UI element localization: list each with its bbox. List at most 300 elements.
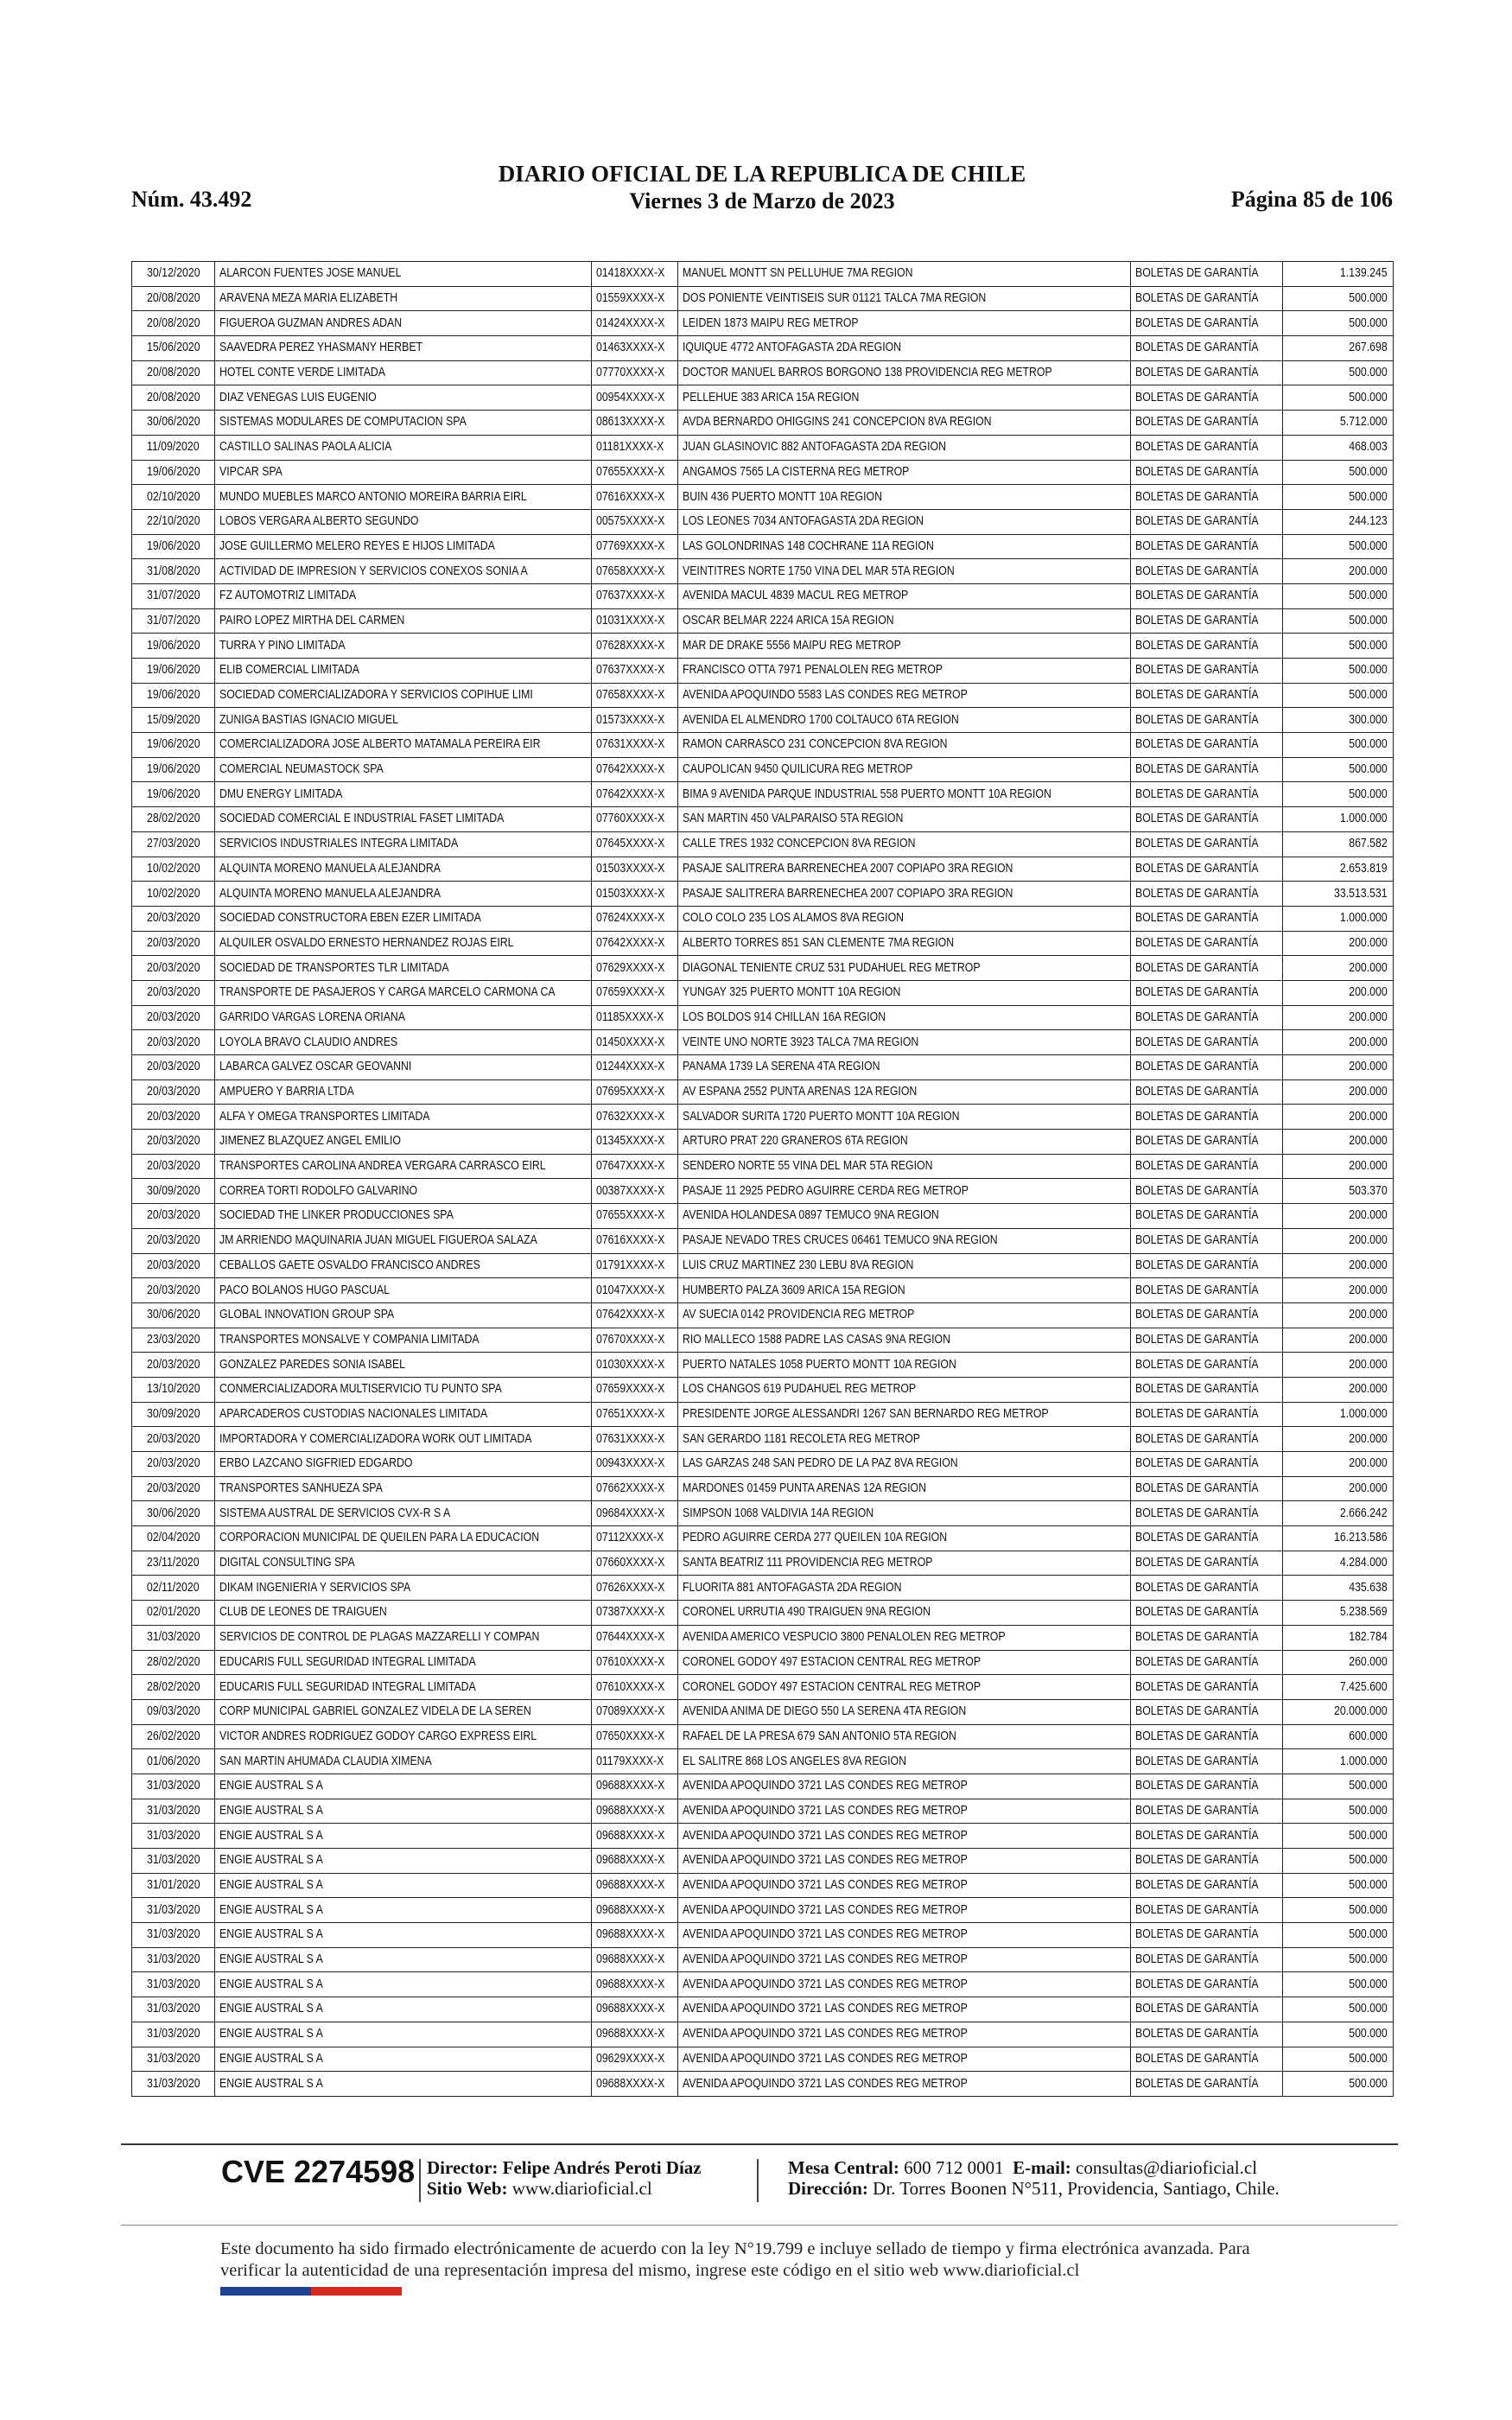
record-type: BOLETAS DE GARANTÍA (1135, 663, 1259, 678)
record-name: SOCIEDAD DE TRANSPORTES TLR LIMITADA (219, 960, 449, 975)
record-rut: 07387XXXX-X (596, 1605, 665, 1620)
record-name-cell (215, 2022, 592, 2047)
record-address: AVENIDA APOQUINDO 3721 LAS CONDES REG METROP (683, 2027, 968, 2041)
record-address-cell (678, 435, 1131, 460)
table-row (132, 2022, 1394, 2047)
record-date-cell (132, 807, 215, 832)
record-amount: 500.000 (1349, 1927, 1388, 1942)
table-row (132, 1130, 1394, 1155)
record-date-cell (132, 906, 215, 931)
record-name-cell (215, 857, 592, 882)
record-name-cell (215, 1105, 592, 1130)
record-address: AV ESPANA 2552 PUNTA ARENAS 12A REGION (683, 1085, 918, 1099)
record-date-cell (132, 931, 215, 956)
record-date: 19/06/2020 (146, 538, 200, 553)
record-address: DIAGONAL TENIENTE CRUZ 531 PUDAHUEL REG METROP (683, 960, 981, 975)
record-rut-cell (592, 1774, 678, 1799)
record-date-cell (132, 608, 215, 634)
record-address: CAUPOLICAN 9450 QUILICURA REG METROP (683, 762, 913, 777)
record-rut-cell (592, 1030, 678, 1055)
record-rut-cell (592, 583, 678, 608)
record-date: 20/03/2020 (146, 1357, 200, 1372)
record-rut: 07770XXXX-X (596, 366, 665, 380)
record-rut-cell (592, 1055, 678, 1080)
record-rut-cell (592, 1873, 678, 1898)
record-name-cell (215, 831, 592, 857)
record-amount: 200.000 (1349, 1382, 1388, 1397)
record-date-cell (132, 1353, 215, 1378)
record-date: 30/12/2020 (146, 266, 200, 281)
record-date-cell (132, 1576, 215, 1601)
record-type: BOLETAS DE GARANTÍA (1135, 1654, 1259, 1669)
record-date-cell (132, 634, 215, 659)
record-amount: 200.000 (1349, 1085, 1388, 1099)
email-link[interactable]: consultas@diarioficial.cl (1076, 2157, 1258, 2178)
record-amount: 500.000 (1349, 613, 1388, 627)
record-date: 20/03/2020 (146, 1258, 200, 1272)
record-rut: 07637XXXX-X (596, 663, 665, 678)
record-type: BOLETAS DE GARANTÍA (1135, 960, 1259, 975)
record-amount-cell (1283, 634, 1394, 659)
record-date-cell (132, 708, 215, 733)
record-address-cell (678, 1154, 1131, 1179)
record-name: CORREA TORTI RODOLFO GALVARINO (219, 1183, 418, 1198)
table-row (132, 2047, 1394, 2072)
record-name-cell (215, 1353, 592, 1378)
record-amount-cell (1283, 1824, 1394, 1849)
record-rut: 07695XXXX-X (596, 1085, 665, 1099)
table-row (132, 1824, 1394, 1849)
record-address: LOS LEONES 7034 ANTOFAGASTA 2DA REGION (683, 514, 924, 529)
record-name: CLUB DE LEONES DE TRAIGUEN (219, 1605, 387, 1620)
table-row (132, 1005, 1394, 1030)
table-row (132, 782, 1394, 807)
footer-contact-block (788, 2157, 1280, 2199)
record-date: 19/06/2020 (146, 638, 200, 653)
record-amount: 200.000 (1349, 1208, 1388, 1223)
record-type: BOLETAS DE GARANTÍA (1135, 911, 1259, 926)
record-type: BOLETAS DE GARANTÍA (1135, 1902, 1259, 1917)
record-date: 02/10/2020 (146, 489, 200, 504)
table-row (132, 336, 1394, 361)
record-amount: 200.000 (1349, 1431, 1388, 1446)
record-rut-cell (592, 1923, 678, 1948)
record-type: BOLETAS DE GARANTÍA (1135, 1431, 1259, 1446)
record-amount: 5.238.569 (1340, 1605, 1388, 1620)
record-address-cell (678, 485, 1131, 510)
record-date-cell (132, 262, 215, 287)
issue-number: Núm. 43.492 (131, 187, 252, 212)
record-rut: 09688XXXX-X (596, 1853, 665, 1868)
record-rut-cell (592, 807, 678, 832)
director-name: Felipe Andrés Peroti Díaz (502, 2157, 702, 2178)
record-name: ALQUINTA MORENO MANUELA ALEJANDRA (219, 861, 441, 876)
record-date-cell (132, 1079, 215, 1105)
record-name: TRANSPORTES MONSALVE Y COMPANIA LIMITADA (219, 1332, 480, 1347)
record-rut: 01424XXXX-X (596, 315, 665, 330)
record-type: BOLETAS DE GARANTÍA (1135, 1159, 1259, 1174)
record-type-cell (1131, 1228, 1283, 1253)
record-address: LOS BOLDOS 914 CHILLAN 16A REGION (683, 1009, 886, 1024)
record-type-cell (1131, 1154, 1283, 1179)
record-amount: 200.000 (1349, 1456, 1388, 1471)
record-date-cell (132, 1452, 215, 1477)
record-rut-cell (592, 1228, 678, 1253)
record-amount-cell (1283, 1130, 1394, 1155)
record-amount: 500.000 (1349, 2002, 1388, 2016)
record-amount-cell (1283, 2022, 1394, 2047)
record-rut-cell (592, 1353, 678, 1378)
record-date: 31/01/2020 (146, 1878, 200, 1893)
record-name: ELIB COMERCIAL LIMITADA (219, 663, 359, 678)
record-address: AVDA BERNARDO OHIGGINS 241 CONCEPCION 8VA REGION (683, 415, 992, 430)
record-name-cell (215, 1947, 592, 1972)
record-address-cell (678, 857, 1131, 882)
record-type: BOLETAS DE GARANTÍA (1135, 786, 1259, 801)
record-address: AVENIDA APOQUINDO 3721 LAS CONDES REG METROP (683, 1853, 968, 1868)
record-name-cell (215, 807, 592, 832)
record-address-cell (678, 1849, 1131, 1874)
record-type: BOLETAS DE GARANTÍA (1135, 315, 1259, 330)
record-amount: 200.000 (1349, 960, 1388, 975)
record-amount-cell (1283, 1476, 1394, 1501)
record-address: CORONEL GODOY 497 ESTACION CENTRAL REG METROP (683, 1679, 982, 1694)
record-rut: 07659XXXX-X (596, 985, 665, 1000)
record-address-cell (678, 411, 1131, 436)
record-name: GLOBAL INNOVATION GROUP SPA (219, 1308, 395, 1322)
record-amount: 435.638 (1349, 1580, 1388, 1595)
record-address-cell (678, 1079, 1131, 1105)
record-address-cell (678, 931, 1131, 956)
record-name: ENGIE AUSTRAL S A (219, 2076, 323, 2091)
record-amount: 500.000 (1349, 688, 1388, 703)
record-date: 31/03/2020 (146, 2002, 200, 2016)
record-address: MANUEL MONTT SN PELLUHUE 7MA REGION (683, 266, 913, 281)
record-name: ACTIVIDAD DE IMPRESION Y SERVICIOS CONEXOS SONIA A (219, 564, 528, 578)
table-row (132, 1675, 1394, 1700)
record-name: PAIRO LOPEZ MIRTHA DEL CARMEN (219, 613, 405, 627)
address-label: Dirección: (788, 2178, 868, 2199)
record-rut-cell (592, 1105, 678, 1130)
record-name: SOCIEDAD COMERCIAL E INDUSTRIAL FASET LIMITADA (219, 812, 505, 826)
record-date: 19/06/2020 (146, 786, 200, 801)
record-address-cell (678, 1749, 1131, 1774)
record-type: BOLETAS DE GARANTÍA (1135, 1308, 1259, 1322)
record-rut: 01185XXXX-X (596, 1009, 664, 1024)
record-type-cell (1131, 1576, 1283, 1601)
record-rut: 07760XXXX-X (596, 812, 665, 826)
record-name: ENGIE AUSTRAL S A (219, 1779, 323, 1793)
record-type-cell (1131, 1353, 1283, 1378)
record-name: APARCADEROS CUSTODIAS NACIONALES LIMITADA (219, 1406, 488, 1421)
record-amount-cell (1283, 1650, 1394, 1675)
record-date: 20/03/2020 (146, 960, 200, 975)
record-rut: 07660XXXX-X (596, 1556, 665, 1570)
record-name-cell (215, 1526, 592, 1551)
record-rut-cell (592, 559, 678, 584)
record-amount-cell (1283, 782, 1394, 807)
record-date: 20/03/2020 (146, 1134, 200, 1149)
record-type-cell (1131, 583, 1283, 608)
record-date-cell (132, 1328, 215, 1353)
record-date: 20/03/2020 (146, 1109, 200, 1124)
record-rut: 09688XXXX-X (596, 1779, 665, 1793)
record-rut: 07650XXXX-X (596, 1729, 665, 1743)
website-link[interactable]: www.diarioficial.cl (511, 2178, 652, 2199)
record-amount-cell (1283, 956, 1394, 981)
record-address: BUIN 436 PUERTO MONTT 10A REGION (683, 489, 882, 504)
record-type-cell (1131, 831, 1283, 857)
record-name: SISTEMAS MODULARES DE COMPUTACION SPA (219, 415, 467, 430)
record-rut-cell (592, 485, 678, 510)
record-name-cell (215, 559, 592, 584)
record-date-cell (132, 1377, 215, 1402)
record-address: AVENIDA AMERICO VESPUCIO 3800 PENALOLEN REG METROP (683, 1630, 1006, 1645)
record-type-cell (1131, 882, 1283, 907)
record-amount-cell (1283, 1699, 1394, 1724)
record-address: PANAMA 1739 LA SERENA 4TA REGION (683, 1060, 880, 1074)
record-rut: 07642XXXX-X (596, 762, 665, 777)
record-date: 22/10/2020 (146, 514, 200, 529)
record-type-cell (1131, 1675, 1283, 1700)
record-date: 30/06/2020 (146, 1506, 200, 1520)
record-rut-cell (592, 311, 678, 336)
record-amount: 2.653.819 (1340, 861, 1388, 876)
record-address: AVENIDA APOQUINDO 5583 LAS CONDES REG METROP (683, 688, 968, 703)
table-row (132, 1699, 1394, 1724)
record-amount-cell (1283, 435, 1394, 460)
record-address-cell (678, 634, 1131, 659)
record-name: ENGIE AUSTRAL S A (219, 1977, 323, 1991)
record-name: VIPCAR SPA (219, 464, 283, 479)
record-rut: 01179XXXX-X (596, 1754, 664, 1768)
record-amount: 500.000 (1349, 1803, 1388, 1818)
record-amount: 500.000 (1349, 1952, 1388, 1967)
record-name-cell (215, 659, 592, 684)
record-date: 10/02/2020 (146, 861, 200, 876)
record-type-cell (1131, 1055, 1283, 1080)
record-type: BOLETAS DE GARANTÍA (1135, 266, 1259, 281)
record-amount: 200.000 (1349, 1035, 1388, 1049)
record-rut: 01450XXXX-X (596, 1035, 665, 1049)
record-rut: 07089XXXX-X (596, 1704, 665, 1719)
record-date: 20/03/2020 (146, 1035, 200, 1049)
record-type: BOLETAS DE GARANTÍA (1135, 1927, 1259, 1942)
record-address: AVENIDA APOQUINDO 3721 LAS CONDES REG METROP (683, 1927, 968, 1942)
record-type-cell (1131, 1030, 1283, 1055)
record-address-cell (678, 1699, 1131, 1724)
record-type: BOLETAS DE GARANTÍA (1135, 489, 1259, 504)
record-type-cell (1131, 360, 1283, 385)
record-amount: 200.000 (1349, 935, 1388, 950)
record-amount-cell (1283, 1278, 1394, 1303)
record-address: CORONEL URRUTIA 490 TRAIGUEN 9NA REGION (683, 1605, 931, 1620)
record-address-cell (678, 659, 1131, 684)
record-rut-cell (592, 460, 678, 485)
record-rut-cell (592, 1130, 678, 1155)
record-type-cell (1131, 1476, 1283, 1501)
record-type-cell (1131, 1278, 1283, 1303)
record-date: 19/06/2020 (146, 688, 200, 703)
record-amount: 267.698 (1349, 341, 1388, 355)
table-row (132, 460, 1394, 485)
record-amount: 200.000 (1349, 1332, 1388, 1347)
record-name: FIGUEROA GUZMAN ANDRES ADAN (219, 315, 403, 330)
record-address: COLO COLO 235 LOS ALAMOS 8VA REGION (683, 911, 905, 926)
record-amount: 867.582 (1349, 837, 1388, 851)
record-address-cell (678, 1997, 1131, 2022)
record-date-cell (132, 831, 215, 857)
record-type-cell (1131, 1130, 1283, 1155)
record-date: 20/03/2020 (146, 985, 200, 1000)
record-name-cell (215, 1824, 592, 1849)
record-name: ENGIE AUSTRAL S A (219, 1952, 323, 1967)
record-name-cell (215, 1749, 592, 1774)
record-name: JM ARRIENDO MAQUINARIA JUAN MIGUEL FIGUEROA SALAZA (219, 1233, 537, 1248)
record-address-cell (678, 1501, 1131, 1526)
record-rut: 07658XXXX-X (596, 564, 665, 578)
record-name: ALARCON FUENTES JOSE MANUEL (219, 266, 402, 281)
record-address: PASAJE NEVADO TRES CRUCES 06461 TEMUCO 9NA REGION (683, 1233, 998, 1248)
footer-divider (121, 2143, 1398, 2145)
table-row (132, 831, 1394, 857)
record-amount: 200.000 (1349, 1481, 1388, 1496)
record-address: FRANCISCO OTTA 7971 PENALOLEN REG METROP (683, 663, 943, 678)
record-amount: 20.000.000 (1334, 1704, 1388, 1719)
record-address-cell (678, 559, 1131, 584)
record-amount-cell (1283, 831, 1394, 857)
record-name: ARAVENA MEZA MARIA ELIZABETH (219, 291, 398, 306)
record-address-cell (678, 2047, 1131, 2072)
record-type: BOLETAS DE GARANTÍA (1135, 1060, 1259, 1074)
record-date-cell (132, 385, 215, 411)
record-amount-cell (1283, 360, 1394, 385)
record-rut-cell (592, 1650, 678, 1675)
record-address-cell (678, 1476, 1131, 1501)
record-type-cell (1131, 509, 1283, 534)
record-type: BOLETAS DE GARANTÍA (1135, 2027, 1259, 2041)
record-type-cell (1131, 733, 1283, 758)
record-amount-cell (1283, 1302, 1394, 1328)
record-rut: 07642XXXX-X (596, 1308, 665, 1322)
record-date: 02/11/2020 (147, 1580, 200, 1595)
table-row (132, 1997, 1394, 2022)
table-row (132, 1105, 1394, 1130)
record-name-cell (215, 980, 592, 1005)
record-address: LAS GOLONDRINAS 148 COCHRANE 11A REGION (683, 538, 934, 553)
table-row (132, 1526, 1394, 1551)
record-name: LOYOLA BRAVO CLAUDIO ANDRES (219, 1035, 398, 1049)
record-name: LABARCA GALVEZ OSCAR GEOVANNI (219, 1060, 412, 1074)
record-amount-cell (1283, 1898, 1394, 1923)
record-type: BOLETAS DE GARANTÍA (1135, 886, 1259, 901)
record-name: JIMENEZ BLAZQUEZ ANGEL EMILIO (219, 1134, 401, 1149)
record-name-cell (215, 411, 592, 436)
record-name-cell (215, 782, 592, 807)
record-type-cell (1131, 311, 1283, 336)
record-name-cell (215, 956, 592, 981)
record-rut: 07642XXXX-X (596, 935, 665, 950)
record-name-cell (215, 634, 592, 659)
record-name-cell (215, 1601, 592, 1626)
record-date: 31/08/2020 (146, 564, 200, 578)
record-name: DIKAM INGENIERIA Y SERVICIOS SPA (219, 1580, 411, 1595)
record-name: ALQUILER OSVALDO ERNESTO HERNANDEZ ROJAS EIRL (219, 935, 514, 950)
record-name: CORPORACION MUNICIPAL DE QUEILEN PARA LA EDUCACION (219, 1531, 540, 1545)
record-type: BOLETAS DE GARANTÍA (1135, 1779, 1259, 1793)
record-date-cell (132, 1253, 215, 1278)
record-rut-cell (592, 1179, 678, 1204)
record-date-cell (132, 1972, 215, 1997)
record-rut: 07647XXXX-X (596, 1159, 665, 1174)
record-date-cell (132, 460, 215, 485)
record-address: PASAJE SALITRERA BARRENECHEA 2007 COPIAPO 3RA REGION (683, 886, 1013, 901)
record-type-cell (1131, 485, 1283, 510)
table-row (132, 1328, 1394, 1353)
table-row (132, 1898, 1394, 1923)
record-date-cell (132, 2022, 215, 2047)
record-name: SAN MARTIN AHUMADA CLAUDIA XIMENA (219, 1754, 432, 1768)
record-name-cell (215, 336, 592, 361)
record-rut: 07616XXXX-X (596, 489, 665, 504)
record-type: BOLETAS DE GARANTÍA (1135, 1332, 1259, 1347)
record-amount: 500.000 (1349, 589, 1388, 603)
record-name: ENGIE AUSTRAL S A (219, 1902, 323, 1917)
record-amount-cell (1283, 757, 1394, 782)
record-amount: 200.000 (1349, 1134, 1388, 1149)
record-date-cell (132, 757, 215, 782)
record-rut: 01418XXXX-X (596, 266, 665, 281)
record-rut-cell (592, 2022, 678, 2047)
record-name: ALQUINTA MORENO MANUELA ALEJANDRA (219, 886, 441, 901)
record-amount-cell (1283, 1005, 1394, 1030)
record-rut-cell (592, 782, 678, 807)
record-type-cell (1131, 2047, 1283, 2072)
record-name-cell (215, 1849, 592, 1874)
record-address: RAMON CARRASCO 231 CONCEPCION 8VA REGION (683, 737, 948, 752)
record-address-cell (678, 385, 1131, 411)
record-name-cell (215, 583, 592, 608)
record-rut: 01031XXXX-X (596, 613, 665, 627)
table-row (132, 583, 1394, 608)
record-rut: 07662XXXX-X (596, 1481, 665, 1496)
table-row (132, 1551, 1394, 1576)
record-type: BOLETAS DE GARANTÍA (1135, 341, 1259, 355)
website-label: Sitio Web: (427, 2178, 508, 2199)
record-type: BOLETAS DE GARANTÍA (1135, 1035, 1259, 1049)
record-date-cell (132, 882, 215, 907)
record-rut-cell (592, 757, 678, 782)
record-rut: 07670XXXX-X (596, 1332, 665, 1347)
table-row (132, 980, 1394, 1005)
record-date: 31/03/2020 (146, 1902, 200, 1917)
table-row (132, 2072, 1394, 2097)
record-address: AV SUECIA 0142 PROVIDENCIA REG METROP (683, 1308, 915, 1322)
record-date-cell (132, 659, 215, 684)
record-date-cell (132, 1204, 215, 1229)
record-rut: 07632XXXX-X (596, 1109, 665, 1124)
record-amount: 500.000 (1349, 1779, 1388, 1793)
table-row (132, 1377, 1394, 1402)
record-name-cell (215, 1253, 592, 1278)
record-amount-cell (1283, 906, 1394, 931)
record-address-cell (678, 1898, 1131, 1923)
record-type: BOLETAS DE GARANTÍA (1135, 2076, 1259, 2091)
record-address-cell (678, 336, 1131, 361)
record-type: BOLETAS DE GARANTÍA (1135, 390, 1259, 404)
record-address-cell (678, 1947, 1131, 1972)
record-address-cell (678, 807, 1131, 832)
